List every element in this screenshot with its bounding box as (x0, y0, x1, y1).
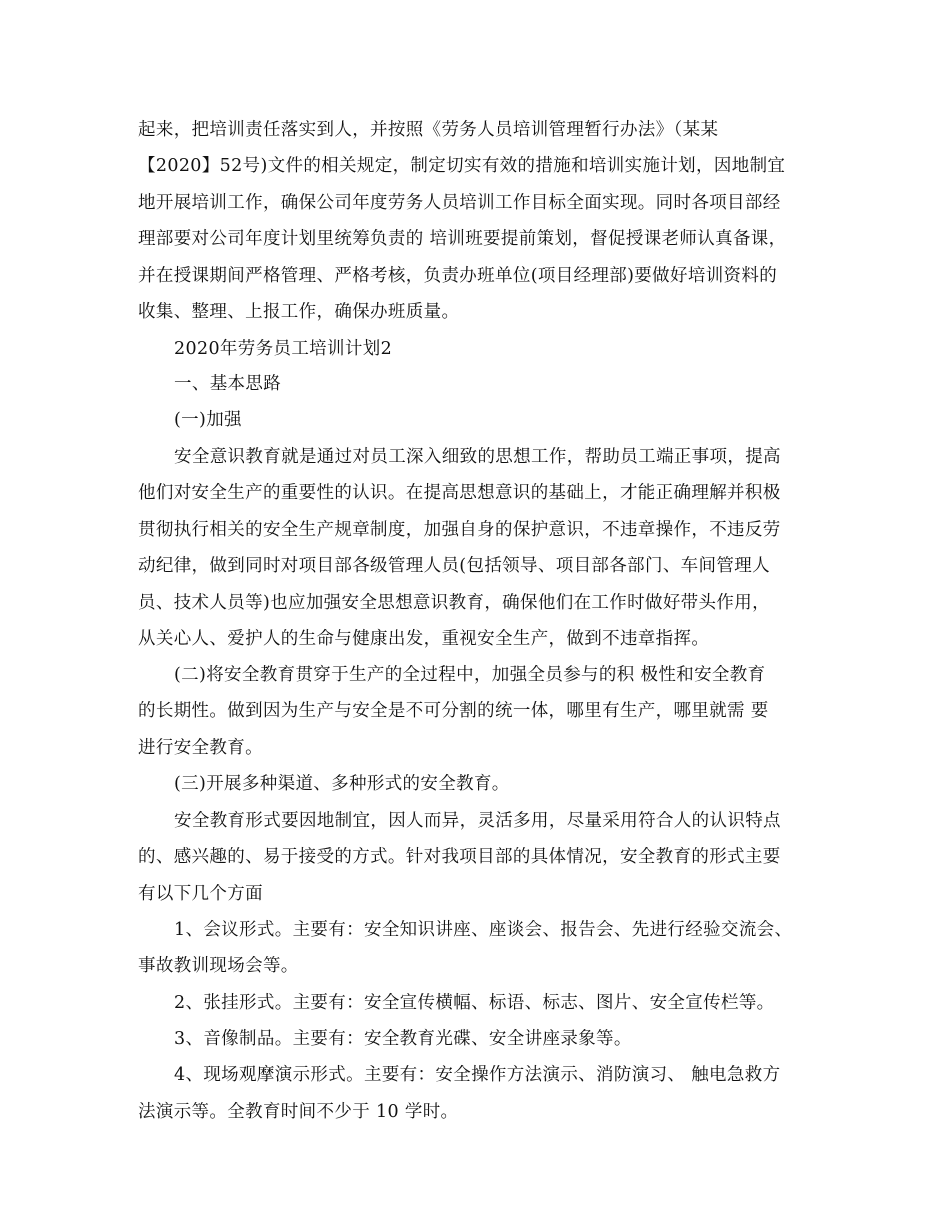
text-line: 事故教训现场会等。 (138, 956, 299, 976)
list-item: 4、现场观摩演示形式。主要有：安全操作方法演示、消防演习、 触电急救方 (174, 1065, 781, 1085)
text-line: (二)将安全教育贯穿于生产的全过程中，加强全员参与的积 极性和安全教育 (174, 665, 766, 685)
text-line: 安全意识教育就是通过对员工深入细致的思想工作，帮助员工端正事项，提高 (174, 447, 781, 467)
text-line: 有以下几个方面 (138, 884, 263, 904)
text-line: 并在授课期间严格管理、严格考核，负责办班单位(项目经理部)要做好培训资料的 (138, 266, 778, 286)
text-line: 法演示等。全教育时间不少于 10 学时。 (138, 1102, 459, 1122)
text-line: 动纪律，做到同时对项目部各级管理人员(包括领导、项目部各部门、车间管理人 (138, 556, 770, 576)
subsection-heading: (一)加强 (174, 410, 242, 430)
list-item: 3、音像制品。主要有：安全教育光碟、安全讲座录象等。 (174, 1029, 632, 1049)
subsection-heading: (三)开展多种渠道、多种形式的安全教育。 (174, 774, 510, 794)
text-line: 安全教育形式要因地制宜，因人而异，灵活多用，尽量采用符合人的认识特点 (174, 811, 781, 831)
text-line: 的、感兴趣的、易于接受的方式。针对我项目部的具体情况，安全教育的形式主要 (138, 847, 781, 867)
text-line: 的长期性。做到因为生产与安全是不可分割的统一体，哪里有生产，哪里就需 要 (138, 701, 769, 721)
text-line: 理部要对公司年度计划里统筹负责的 培训班要提前策划，督促授课老师认真备课， (138, 229, 787, 249)
text-line: 进行安全教育。 (138, 738, 263, 758)
list-item: 1、会议形式。主要有：安全知识讲座、座谈会、报告会、先进行经验交流会、 (174, 920, 793, 940)
list-item: 2、张挂形式。主要有：安全宣传横幅、标语、标志、图片、安全宣传栏等。 (174, 993, 775, 1013)
text-line: 贯彻执行相关的安全生产规章制度，加强自身的保护意识，不违章操作，不违反劳 (138, 520, 781, 540)
text-line: 地开展培训工作，确保公司年度劳务人员培训工作目标全面实现。同时各项目部经 (138, 193, 781, 213)
text-line: 起来，把培训责任落实到人，并按照《劳务人员培训管理暂行办法》（某某 (138, 120, 719, 140)
text-line: 收集、整理、上报工作，确保办班质量。 (138, 302, 460, 322)
text-line: 从关心人、爱护人的生命与健康出发，重视安全生产，做到不违章指挥。 (138, 629, 710, 649)
text-line: 他们对安全生产的重要性的认识。在提高思想意识的基础上，才能正确理解并积极 (138, 483, 781, 503)
section-title: 2020年劳务员工培训计划2 (174, 339, 393, 359)
text-line: 员、技术人员等)也应加强安全思想意识教育，确保他们在工作时做好带头作用， (138, 593, 770, 613)
section-heading: 一、基本思路 (174, 374, 282, 394)
text-line: 【2020】52号)文件的相关规定，制定切实有效的措施和培训实施计划，因地制宜 (138, 156, 786, 176)
